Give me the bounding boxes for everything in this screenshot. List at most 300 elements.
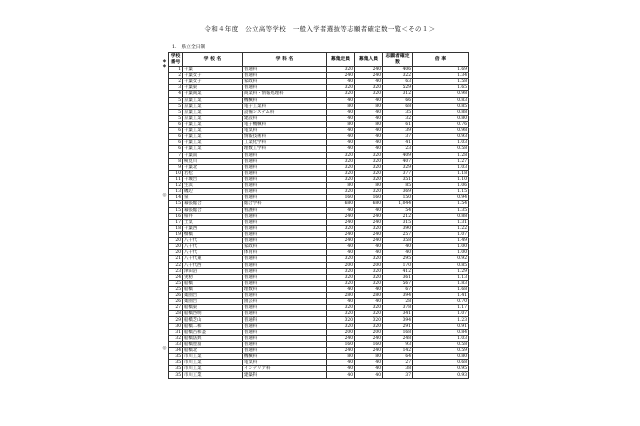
cell-recruit: 40 (355, 115, 383, 121)
cell-ratio: 0.83 (413, 97, 469, 103)
cell-school-name: 千葉女子 (183, 79, 243, 85)
cell-school-no: 24 (169, 274, 183, 280)
header-quota: 募集定員 (327, 53, 355, 67)
cell-applicants: 312 (383, 91, 413, 97)
cell-school-no: 34 (169, 348, 183, 354)
cell-school-no: 6 (169, 121, 183, 127)
cell-dept: 普通科 (243, 219, 327, 225)
cell-recruit: 320 (355, 91, 383, 97)
cell-applicants: 28 (383, 299, 413, 305)
cell-quota: 80 (327, 183, 355, 189)
cell-dept: 普通科 (243, 85, 327, 91)
cell-school-no: 20 (169, 238, 183, 244)
cell-school-name: 市川工業 (183, 372, 243, 378)
cell-ratio: 0.59 (413, 348, 469, 354)
cell-school-no: 17 (169, 219, 183, 225)
cell-school-no: 30 (169, 323, 183, 329)
cell-applicants: 412 (383, 268, 413, 274)
circle-marker: ◎ (162, 346, 167, 351)
cell-applicants: 257 (383, 231, 413, 237)
cell-recruit: 240 (355, 67, 383, 73)
cell-dept: 家政科 (243, 79, 327, 85)
cell-school-no: 29 (169, 317, 183, 323)
cell-school-no: 6 (169, 140, 183, 146)
cell-school-name: 船橋北 (183, 348, 243, 354)
cell-school-name: 千葉工業 (183, 128, 243, 134)
cell-ratio: 0.68 (413, 360, 469, 366)
cell-quota: 40 (327, 146, 355, 152)
cell-applicants: 63 (383, 79, 413, 85)
cell-school-no: 35 (169, 366, 183, 372)
cell-dept: 建設科 (243, 115, 327, 121)
cell-dept: 家政科 (243, 244, 327, 250)
header-recruit: 募集人員 (355, 53, 383, 67)
cell-school-no: 6 (169, 128, 183, 134)
cell-quota: 40 (327, 128, 355, 134)
cell-ratio: 0.85 (413, 103, 469, 109)
cell-applicants: 394 (383, 317, 413, 323)
header-ratio: 倍 率 (413, 53, 469, 67)
cell-applicants: 142 (383, 348, 413, 354)
cell-applicants: 85 (383, 183, 413, 189)
cell-ratio: 1.03 (413, 140, 469, 146)
cell-school-no: 26 (169, 299, 183, 305)
cell-school-no: 35 (169, 360, 183, 366)
cell-school-no: 10 (169, 170, 183, 176)
cell-quota: 200 (327, 329, 355, 335)
cell-recruit: 240 (355, 335, 383, 341)
cell-school-name: 津田沼 (183, 268, 243, 274)
cell-quota: 320 (327, 256, 355, 262)
cell-applicants: 54 (383, 207, 413, 213)
cell-quota: 160 (327, 341, 355, 347)
cell-quota: 320 (327, 164, 355, 170)
cell-ratio: 0.98 (413, 128, 469, 134)
cell-recruit: 320 (355, 317, 383, 323)
cell-quota: 40 (327, 250, 355, 256)
cell-school-no: 5 (169, 97, 183, 103)
cell-school-no: 9 (169, 164, 183, 170)
cell-recruit: 40 (355, 79, 383, 85)
cell-recruit: 320 (355, 274, 383, 280)
cell-school-no: 20 (169, 250, 183, 256)
cell-ratio: 0.94 (413, 195, 469, 201)
cell-ratio: 1.34 (413, 73, 469, 79)
cell-recruit: 320 (355, 323, 383, 329)
cell-dept: 電気科 (243, 360, 327, 366)
cell-school-name: 若松 (183, 170, 243, 176)
cell-school-name: 京葉工業 (183, 103, 243, 109)
cell-quota: 240 (327, 73, 355, 79)
cell-school-name: 京葉工業 (183, 97, 243, 103)
cell-school-no: 15 (169, 207, 183, 213)
cell-dept: 普通科 (243, 256, 327, 262)
cell-recruit: 40 (355, 128, 383, 134)
cell-applicants: 40 (383, 250, 413, 256)
cell-ratio: 1.41 (413, 293, 469, 299)
cell-ratio: 0.93 (413, 372, 469, 378)
cell-applicants: 529 (383, 85, 413, 91)
cell-ratio: 1.00 (413, 244, 469, 250)
cell-school-name: 千葉南 (183, 152, 243, 158)
cell-applicants: 93 (383, 341, 413, 347)
cell-school-no: 18 (169, 225, 183, 231)
cell-applicants: 64 (383, 354, 413, 360)
cell-school-name: 薬園台 (183, 299, 243, 305)
cell-recruit: 200 (355, 329, 383, 335)
cell-recruit: 240 (355, 238, 383, 244)
cell-school-name: 八千代 (183, 250, 243, 256)
cell-school-no: 15 (169, 201, 183, 207)
cell-applicants: 66 (383, 97, 413, 103)
cell-ratio: 0.80 (413, 115, 469, 121)
cell-quota: 40 (327, 299, 355, 305)
cell-school-no: 35 (169, 372, 183, 378)
cell-applicants: 170 (383, 262, 413, 268)
cell-school-name: 千葉東 (183, 85, 243, 91)
cell-recruit: 80 (355, 183, 383, 189)
cell-applicants: 295 (383, 256, 413, 262)
cell-school-name: 市川工業 (183, 354, 243, 360)
cell-ratio: 1.49 (413, 238, 469, 244)
cell-school-name: 船橋 (183, 280, 243, 286)
cell-school-name: 船橋法典 (183, 335, 243, 341)
header-school-name: 学 校 名 (183, 53, 243, 67)
cell-ratio: 1.68 (413, 286, 469, 292)
cell-quota: 680 (327, 201, 355, 207)
cell-dept: 理数工学科 (243, 146, 327, 152)
cell-dept: 普通科 (243, 158, 327, 164)
cell-dept: 普通科 (243, 348, 327, 354)
cell-dept: 電子機械科 (243, 121, 327, 127)
cell-applicants: 315 (383, 219, 413, 225)
table-header-row (169, 53, 469, 67)
cell-ratio: 1.03 (413, 335, 469, 341)
cell-dept: 機械科 (243, 354, 327, 360)
cell-school-no: 5 (169, 115, 183, 121)
cell-recruit: 320 (355, 305, 383, 311)
cell-recruit: 40 (355, 207, 383, 213)
cell-recruit: 40 (355, 299, 383, 305)
cell-quota: 200 (327, 262, 355, 268)
cell-school-no: 27 (169, 305, 183, 311)
cell-recruit: 320 (355, 311, 383, 317)
cell-applicants: 35 (383, 109, 413, 115)
cell-applicants: 409 (383, 152, 413, 158)
cell-ratio: 0.93 (413, 134, 469, 140)
cell-applicants: 67 (383, 286, 413, 292)
cell-school-no: 2 (169, 73, 183, 79)
cell-applicants: 378 (383, 305, 413, 311)
cell-applicants: 38 (383, 366, 413, 372)
cell-dept: 体育科 (243, 250, 327, 256)
cell-recruit: 200 (355, 262, 383, 268)
cell-ratio: 0.98 (413, 91, 469, 97)
cell-recruit: 40 (355, 250, 383, 256)
cell-school-no: 25 (169, 280, 183, 286)
cell-ratio: 1.23 (413, 317, 469, 323)
cell-quota: 240 (327, 213, 355, 219)
cell-applicants: 351 (383, 176, 413, 182)
diamond-marker: ◆ (162, 59, 167, 64)
cell-ratio: 1.03 (413, 164, 469, 170)
cell-applicants: 23 (383, 146, 413, 152)
cell-applicants: 61 (383, 121, 413, 127)
cell-dept: 電子工業科 (243, 103, 327, 109)
cell-ratio: 0.85 (413, 262, 469, 268)
cell-dept: 普通科 (243, 152, 327, 158)
cell-ratio: 1.27 (413, 158, 469, 164)
header-applicants: 志願者確定数 (383, 53, 413, 67)
cell-school-no: 28 (169, 311, 183, 317)
cell-applicants: 248 (383, 335, 413, 341)
cell-recruit: 320 (355, 189, 383, 195)
cell-applicants: 27 (383, 360, 413, 366)
cell-applicants: 37 (383, 134, 413, 140)
cell-recruit: 40 (355, 140, 383, 146)
cell-school-name: 市川工業 (183, 366, 243, 372)
cell-ratio: 0.58 (413, 341, 469, 347)
cell-school-no: 20 (169, 244, 183, 250)
section-label: 1. 県立全日制 (172, 45, 206, 50)
cell-recruit: 320 (355, 280, 383, 286)
cell-applicants: 37 (383, 372, 413, 378)
cell-school-name: 千葉西 (183, 225, 243, 231)
cell-dept: 商業科・情報処理科 (243, 91, 327, 97)
cell-recruit: 80 (355, 103, 383, 109)
cell-school-name: 検見川 (183, 158, 243, 164)
cell-school-no: 25 (169, 286, 183, 292)
cell-dept: 機械科 (243, 97, 327, 103)
cell-recruit: 40 (355, 109, 383, 115)
cell-school-name: 船橋二和 (183, 323, 243, 329)
cell-ratio: 0.88 (413, 213, 469, 219)
cell-quota: 240 (327, 348, 355, 354)
cell-applicants: 322 (383, 73, 413, 79)
cell-quota: 320 (327, 268, 355, 274)
cell-quota: 40 (327, 360, 355, 366)
cell-ratio: 0.80 (413, 354, 469, 360)
header-school-no: 学校番号 (169, 53, 183, 67)
cell-quota: 320 (327, 280, 355, 286)
cell-school-name: 千葉女子 (183, 73, 243, 79)
cell-school-no: 5 (169, 103, 183, 109)
cell-dept: 普通科 (243, 225, 327, 231)
cell-applicants: 40 (383, 244, 413, 250)
cell-school-name: 幕張総合 (183, 201, 243, 207)
cell-ratio: 1.07 (413, 311, 469, 317)
cell-applicants: 150 (383, 195, 413, 201)
cell-applicants: 406 (383, 67, 413, 73)
cell-school-no: 32 (169, 335, 183, 341)
cell-applicants: 361 (383, 274, 413, 280)
cell-ratio: 1.13 (413, 274, 469, 280)
cell-recruit: 80 (355, 121, 383, 127)
cell-ratio: 1.17 (413, 305, 469, 311)
cell-quota: 240 (327, 238, 355, 244)
cell-quota: 40 (327, 366, 355, 372)
cell-school-name: 千葉工業 (183, 140, 243, 146)
cell-recruit: 320 (355, 158, 383, 164)
cell-school-no: 22 (169, 262, 183, 268)
cell-dept: 普通科 (243, 238, 327, 244)
cell-quota: 240 (327, 231, 355, 237)
cell-quota: 320 (327, 323, 355, 329)
cell-ratio: 0.58 (413, 146, 469, 152)
cell-school-no: 5 (169, 109, 183, 115)
cell-applicants: 212 (383, 213, 413, 219)
cell-school-no: 2 (169, 79, 183, 85)
cell-quota: 320 (327, 91, 355, 97)
cell-quota: 320 (327, 311, 355, 317)
cell-quota: 320 (327, 158, 355, 164)
cell-recruit: 320 (355, 164, 383, 170)
cell-school-no: 33 (169, 341, 183, 347)
cell-dept: 建築科 (243, 372, 327, 378)
cell-ratio: 1.10 (413, 176, 469, 182)
cell-school-name: 泉 (183, 195, 243, 201)
cell-ratio: 0.91 (413, 323, 469, 329)
cell-ratio: 0.84 (413, 329, 469, 335)
cell-ratio: 1.83 (413, 280, 469, 286)
cell-quota: 320 (327, 305, 355, 311)
cell-dept: 普通科 (243, 323, 327, 329)
cell-recruit: 40 (355, 244, 383, 250)
cell-recruit: 240 (355, 213, 383, 219)
cell-ratio: 1.18 (413, 170, 469, 176)
cell-school-name: 八千代東 (183, 256, 243, 262)
cell-applicants: 390 (383, 225, 413, 231)
cell-school-name: 土気 (183, 219, 243, 225)
cell-dept: 普通科 (243, 293, 327, 299)
cell-dept: 普通科 (243, 262, 327, 268)
cell-school-name: 京葉工業 (183, 109, 243, 115)
cell-recruit: 40 (355, 360, 383, 366)
cell-dept: 普通科 (243, 268, 327, 274)
cell-dept: 普通科 (243, 213, 327, 219)
cell-ratio: 1.29 (413, 268, 469, 274)
cell-recruit: 40 (355, 134, 383, 140)
cell-school-no: 35 (169, 354, 183, 360)
cell-recruit: 240 (355, 219, 383, 225)
cell-quota: 320 (327, 274, 355, 280)
cell-school-name: 船橋東 (183, 305, 243, 311)
cell-dept: 工業化学科 (243, 140, 327, 146)
cell-ratio: 1.58 (413, 79, 469, 85)
cell-dept: 園芸科 (243, 299, 327, 305)
cell-dept: 理数科 (243, 286, 327, 292)
cell-applicants: 567 (383, 280, 413, 286)
cell-quota: 40 (327, 372, 355, 378)
cell-ratio: 1.69 (413, 67, 469, 73)
cell-school-name: 実籾 (183, 274, 243, 280)
cell-applicants: 377 (383, 170, 413, 176)
cell-school-no: 19 (169, 231, 183, 237)
cell-school-no: 6 (169, 134, 183, 140)
cell-dept: 総合学科 (243, 201, 327, 207)
cell-ratio: 1.00 (413, 250, 469, 256)
cell-quota: 40 (327, 244, 355, 250)
cell-dept: 普通科 (243, 274, 327, 280)
cell-dept: 設備システム科 (243, 109, 327, 115)
circle-marker: ◎ (162, 193, 167, 198)
cell-school-no: 6 (169, 146, 183, 152)
cell-school-no: 11 (169, 176, 183, 182)
cell-applicants: 341 (383, 311, 413, 317)
cell-dept: 普通科 (243, 231, 327, 237)
cell-ratio: 1.15 (413, 189, 469, 195)
cell-school-name: 八千代 (183, 238, 243, 244)
cell-ratio: 0.92 (413, 256, 469, 262)
cell-school-name: 千城台 (183, 176, 243, 182)
admissions-table (168, 52, 469, 379)
cell-dept: 普通科 (243, 67, 327, 73)
cell-school-name: 千葉 (183, 67, 243, 73)
cell-dept: 普通科 (243, 183, 327, 189)
cell-school-no: 12 (169, 183, 183, 189)
cell-school-no: 31 (169, 329, 183, 335)
cell-quota: 80 (327, 103, 355, 109)
cell-recruit: 320 (355, 85, 383, 91)
cell-quota: 320 (327, 170, 355, 176)
cell-dept: 普通科 (243, 280, 327, 286)
cell-school-no: 7 (169, 152, 183, 158)
cell-quota: 320 (327, 225, 355, 231)
cell-recruit: 320 (355, 176, 383, 182)
cell-quota: 40 (327, 115, 355, 121)
cell-recruit: 320 (355, 170, 383, 176)
cell-dept: 看護科 (243, 207, 327, 213)
cell-recruit: 320 (355, 256, 383, 262)
header-dept: 学 科 名 (243, 53, 327, 67)
cell-quota: 160 (327, 195, 355, 201)
cell-dept: 普通科 (243, 189, 327, 195)
cell-applicants: 39 (383, 128, 413, 134)
cell-dept: 普通科 (243, 170, 327, 176)
cell-quota: 40 (327, 109, 355, 115)
cell-quota: 40 (327, 286, 355, 292)
cell-quota: 320 (327, 317, 355, 323)
cell-quota: 40 (327, 97, 355, 103)
cell-recruit: 40 (355, 372, 383, 378)
cell-dept: 普通科 (243, 73, 327, 79)
cell-school-name: 薬園台 (183, 293, 243, 299)
cell-school-no: 23 (169, 268, 183, 274)
cell-quota: 80 (327, 121, 355, 127)
cell-recruit: 160 (355, 341, 383, 347)
cell-dept: 普通科 (243, 305, 327, 311)
diamond-marker: ◆ (162, 64, 167, 69)
cell-school-name: 市川工業 (183, 360, 243, 366)
cell-ratio: 0.76 (413, 121, 469, 127)
cell-applicants: 329 (383, 164, 413, 170)
cell-school-name: 八千代西 (183, 262, 243, 268)
cell-quota: 240 (327, 219, 355, 225)
cell-applicants: 41 (383, 140, 413, 146)
cell-dept: インテリア科 (243, 366, 327, 372)
cell-quota: 40 (327, 134, 355, 140)
cell-school-name: 磯辺 (183, 189, 243, 195)
cell-recruit: 320 (355, 268, 383, 274)
cell-ratio: 1.65 (413, 85, 469, 91)
cell-school-name: 千葉北 (183, 164, 243, 170)
cell-recruit: 680 (355, 201, 383, 207)
cell-ratio: 1.28 (413, 152, 469, 158)
cell-dept: 普通科 (243, 176, 327, 182)
cell-dept: 情報技術科 (243, 134, 327, 140)
cell-applicants: 32 (383, 115, 413, 121)
cell-dept: 普通科 (243, 164, 327, 170)
